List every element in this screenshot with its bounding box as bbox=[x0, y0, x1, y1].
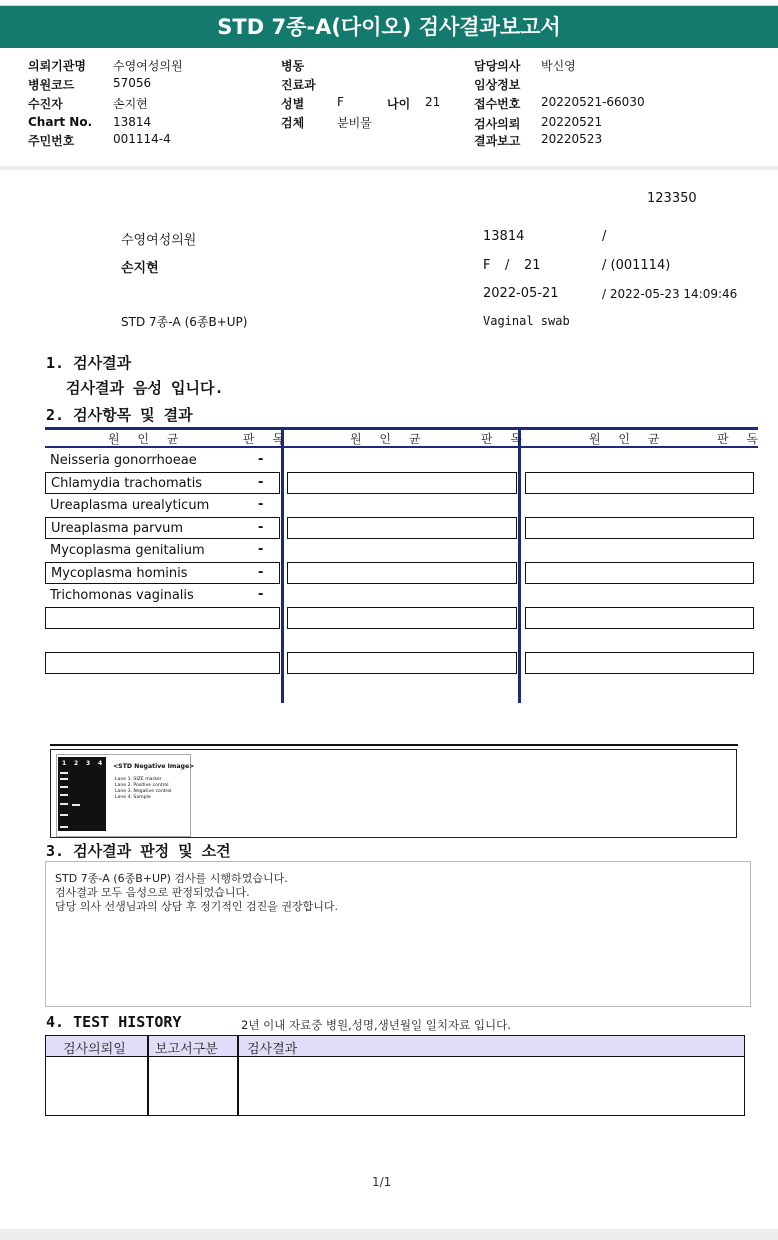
organism-chlamydia-trachomatis: Chlamydia trachomatis bbox=[51, 476, 203, 491]
cell-box bbox=[45, 607, 280, 629]
result-mycoplasma-genitalium: - bbox=[258, 542, 264, 557]
image-top-rule bbox=[50, 744, 738, 746]
label-age: 나이 bbox=[387, 97, 411, 111]
history-col-divider bbox=[237, 1036, 239, 1115]
organism-ureaplasma-parvum: Ureaplasma parvum bbox=[51, 521, 184, 536]
label-resident-no: 주민번호 bbox=[28, 134, 75, 148]
col2-result-header: 판 독 bbox=[481, 432, 529, 446]
cell-box bbox=[525, 562, 754, 584]
col2-organism-header: 원 인 균 bbox=[350, 432, 428, 446]
info-test-name: STD 7종-A (6종B+UP) bbox=[121, 315, 248, 329]
cell-box bbox=[287, 517, 517, 539]
result-neisseria-gonorrhoeae: - bbox=[258, 452, 264, 467]
lane-label: 3 bbox=[86, 760, 91, 767]
history-col-divider bbox=[147, 1036, 149, 1115]
label-chart-no: Chart No. bbox=[28, 115, 93, 129]
organism-ureaplasma-urealyticum: Ureaplasma urealyticum bbox=[50, 498, 210, 513]
label-report-date: 결과보고 bbox=[474, 134, 521, 148]
info-sex: F bbox=[483, 258, 491, 273]
header-separator bbox=[0, 166, 778, 170]
value-patient: 손지현 bbox=[113, 97, 148, 111]
result-mycoplasma-hominis: - bbox=[258, 565, 264, 580]
gel-legend-line: Lane 4. Sample bbox=[115, 795, 151, 800]
label-clinical-info: 임상정보 bbox=[474, 78, 521, 92]
value-specimen: 분비물 bbox=[337, 116, 372, 130]
report-title: STD 7종-A(다이오) 검사결과보고서 bbox=[217, 15, 561, 39]
label-department: 진료과 bbox=[281, 78, 316, 92]
section1-heading: 1. 검사결과 bbox=[46, 354, 132, 372]
lane-label: 4 bbox=[98, 760, 103, 767]
value-age: 21 bbox=[425, 95, 441, 109]
lane-label: 2 bbox=[74, 760, 79, 767]
gel-band bbox=[60, 814, 68, 816]
col1-result-header: 판 독 bbox=[243, 432, 291, 446]
footer-band bbox=[0, 1229, 778, 1240]
cell-box bbox=[525, 517, 754, 539]
gel-band bbox=[60, 794, 68, 796]
info-request-date: 2022-05-21 bbox=[483, 286, 559, 301]
info-birth: / (001114) bbox=[602, 258, 671, 273]
result-ureaplasma-urealyticum: - bbox=[258, 497, 264, 512]
result-ureaplasma-parvum: - bbox=[258, 520, 264, 535]
label-hospital-code: 병원코드 bbox=[28, 78, 75, 92]
opinion-line: 검사결과 모두 음성으로 판정되었습니다. bbox=[55, 886, 250, 899]
label-patient: 수진자 bbox=[28, 97, 63, 111]
value-requesting-clinic: 수영여성의원 bbox=[113, 59, 183, 73]
cell-box bbox=[525, 607, 754, 629]
cell-box bbox=[287, 472, 517, 494]
cell-box bbox=[287, 562, 517, 584]
gel-band bbox=[60, 778, 68, 780]
info-age: 21 bbox=[524, 258, 541, 273]
label-ward: 병동 bbox=[281, 59, 305, 73]
gel-band bbox=[60, 772, 68, 774]
cell-box bbox=[45, 652, 280, 674]
info-report-datetime: / 2022-05-23 14:09:46 bbox=[602, 287, 738, 301]
opinion-line: STD 7종-A (6종B+UP) 검사를 시행하였습니다. bbox=[55, 872, 288, 885]
gel-image-title: <STD Negative Image> bbox=[113, 763, 195, 770]
label-request-date: 검사의뢰 bbox=[474, 117, 521, 131]
organism-mycoplasma-hominis: Mycoplasma hominis bbox=[51, 566, 188, 581]
result-trichomonas-vaginalis: - bbox=[258, 587, 264, 602]
result-chlamydia-trachomatis: - bbox=[258, 475, 264, 490]
table-col-divider-1 bbox=[281, 427, 284, 703]
section4-heading: 4. TEST HISTORY bbox=[46, 1013, 182, 1031]
label-reception-no: 접수번호 bbox=[474, 97, 521, 111]
page-number: 1/1 bbox=[372, 1175, 392, 1189]
info-specimen: Vaginal swab bbox=[483, 314, 570, 328]
info-slash: / bbox=[602, 229, 607, 244]
history-col-result: 검사결과 bbox=[247, 1042, 298, 1057]
section4-note: 2년 이내 자료중 병원,성명,생년월일 일치자료 입니다. bbox=[241, 1018, 511, 1032]
value-resident-no: 001114-4 bbox=[113, 132, 171, 146]
opinion-line: 담당 의사 선생님과의 상담 후 정기적인 검진을 권장합니다. bbox=[55, 900, 338, 913]
report-code: 123350 bbox=[647, 191, 697, 206]
info-hospital: 수영여성의원 bbox=[121, 233, 197, 248]
gel-legend-line: Lane 1. SIZE marker bbox=[115, 777, 162, 782]
gel-band bbox=[60, 826, 68, 828]
col3-result-header: 판 독 bbox=[717, 432, 765, 446]
label-specimen: 검체 bbox=[281, 116, 305, 130]
cell-box bbox=[287, 652, 517, 674]
gel-legend-line: Lane 3. Negative control bbox=[115, 789, 172, 794]
lane-label: 1 bbox=[62, 760, 67, 767]
gel-band bbox=[60, 803, 68, 805]
cell-box bbox=[287, 607, 517, 629]
gel-band bbox=[72, 804, 80, 806]
table-col-divider-2 bbox=[518, 427, 521, 703]
info-sex-age-slash: / bbox=[505, 258, 510, 273]
value-doctor: 박신영 bbox=[541, 59, 576, 73]
value-chart-no: 13814 bbox=[113, 115, 152, 129]
history-table-header bbox=[46, 1036, 744, 1057]
section2-heading: 2. 검사항목 및 결과 bbox=[46, 406, 193, 424]
gel-legend-line: Lane 2. Positive control bbox=[115, 783, 169, 788]
info-patient: 손지현 bbox=[121, 261, 159, 276]
cell-box bbox=[525, 472, 754, 494]
organism-mycoplasma-genitalium: Mycoplasma genitalium bbox=[50, 543, 205, 558]
col3-organism-header: 원 인 균 bbox=[589, 432, 667, 446]
value-hospital-code: 57056 bbox=[113, 76, 152, 90]
section1-summary: 검사결과 음성 입니다. bbox=[66, 379, 224, 397]
col1-organism-header: 원 인 균 bbox=[108, 432, 186, 446]
gel-band bbox=[60, 786, 68, 788]
organism-trichomonas-vaginalis: Trichomonas vaginalis bbox=[50, 588, 194, 603]
label-sex: 성별 bbox=[281, 97, 305, 111]
value-request-date: 20220521 bbox=[541, 115, 603, 129]
value-report-date: 20220523 bbox=[541, 132, 603, 146]
value-reception-no: 20220521-66030 bbox=[541, 95, 645, 109]
value-sex: F bbox=[337, 95, 344, 109]
info-chart: 13814 bbox=[483, 229, 525, 244]
label-doctor: 담당의사 bbox=[474, 59, 521, 73]
label-requesting-clinic: 의뢰기관명 bbox=[28, 59, 86, 73]
cell-box bbox=[525, 652, 754, 674]
history-col-report-type: 보고서구분 bbox=[155, 1042, 218, 1057]
organism-neisseria-gonorrhoeae: Neisseria gonorrhoeae bbox=[50, 453, 197, 468]
history-col-request-date: 검사의뢰일 bbox=[63, 1042, 126, 1057]
section3-heading: 3. 검사결과 판정 및 소견 bbox=[46, 842, 231, 860]
